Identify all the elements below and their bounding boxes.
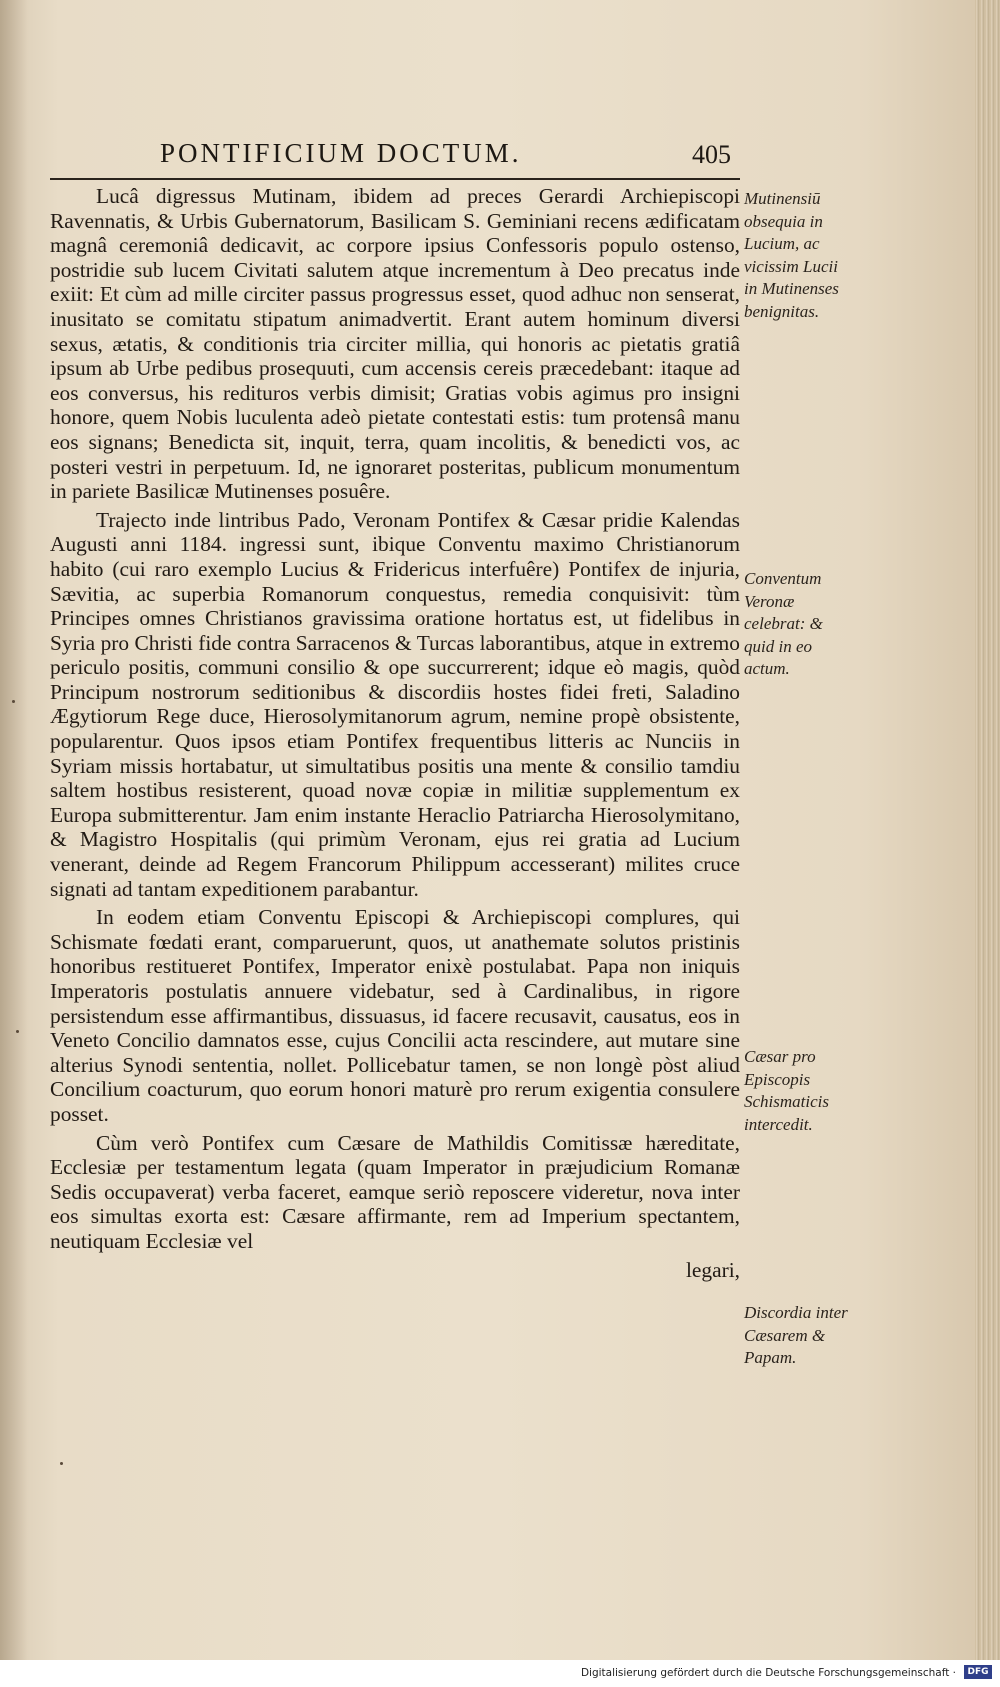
ink-speck bbox=[16, 1030, 19, 1033]
body-text bbox=[50, 184, 740, 1282]
page-edges bbox=[975, 0, 1000, 1660]
paragraph-3: In eodem etiam Conventu Episcopi & Archiepiscopi complures, qui Schismate fœdati erant, comparuerunt, quos, ut anathemate solutos pristinis honoribus restitueret Pontifex, Imperator enixè postulabat. Papa non iniquis Imperatoris postulatis annuere videbatur, sed à Cardinalibus, in rigore persistendum esse affirmantibus, dissuasus, id facere recusavit, causatus, eos in Veneto Concilio damnatos esse, cujus Concilii acta rescindere, aut mutare sine alterius Synodi sententia, nollet. Pollicebatur tamen, se non longè pòst aliud Concilium coacturum, quo eorum honori maturè pro rerum exigentia consulere posset. bbox=[50, 905, 740, 1126]
running-head-title: PONTIFICIUM DOCTUM. bbox=[160, 138, 522, 168]
catchword: legari, bbox=[685, 1257, 740, 1282]
gutter-shadow bbox=[0, 0, 28, 1660]
funding-credit: Digitalisierung gefördert durch die Deutsche Forschungsgemeinschaft · bbox=[580, 1667, 956, 1679]
paragraph-2: Trajecto inde lintribus Pado, Veronam Pontifex & Cæsar pridie Kalendas Augusti anni 1184. ingressi sunt, ibique Conventu maximo Christianorum habito (cui raro exemplo Lucius & Fridericus interfuêre) Pontifex de injuria, Sævitia, ac superbia Romanorum conquestus, remedia conquisivit: tùm Principes omnes Christianos gravissima oratione hortatus est, ut fidelibus in Syria pro Christi fide contra Sarracenos & Turcas laborantibus, atque in extremo periculo positis, communi consilio & ope succurrerent; idque eò magis, quòd Principum nostrorum seditionibus & discordiis hostes fidei freti, Saladino Ægytiorum Rege duce, Hierosolymitanorum agrum, nemine propè obsistente, popularentur. Quos ipsos etiam Pontifex frequentibus litteris ac Nunciis in Syriam missis hortabatur, ut simultatibus positis una mente & consilio tamdiu saltem hostibus resisterent, quoad novæ copiæ in militiæ supplementum ex Europa submitterentur. Jam enim instante Heraclio Patriarcha Hierosolymitano, & Magistro Hospitalis (qui primùm Veronam, ejus rei gratia ad Lucium venerant, deinde ad Regem Francorum Philippum accesserant) milites cruce signati ad tantam expeditionem parabantur. bbox=[50, 507, 740, 901]
ink-speck bbox=[60, 1462, 63, 1465]
paragraph-4: Cùm verò Pontifex cum Cæsare de Mathildis Comitissæ hæreditate, Ecclesiæ per testamentum legata (quam Imperator in præjudicium Romanæ Sedis occupaverat) verba faceret, eamque seriò reposcere videretur, nova inter eos simultas exorta est: Cæsare affirmante, rem ad Imperium spectantem, neutiquam Ecclesiæ vel bbox=[50, 1130, 740, 1253]
dfg-logo-icon: DFG bbox=[964, 1665, 992, 1679]
paragraph-1: Lucâ digressus Mutinam, ibidem ad preces Gerardi Archiepiscopi Ravennatis, & Urbis Gubernatorum, Basilicam S. Geminiani recens ædificatam magnâ ceremoniâ dedicavit, ac corpore ipsius Confessoris populo ostenso, postridie sub lucem Civitati salutem atque incrementum à Deo precatus inde exiit: Et cùm ad mille circiter passus progressus esset, quod adhuc non senserat, inusitato se comitatu stipatum animadvertit. Erant autem hominum diversi sexus, ætatis, & conditionis tria circiter millia, qui honoris ac pietatis gratiâ ipsum ab Urbe pedibus prosequuti, cum accensis cereis præcedebant: itaque ad eos conversus, his redituros verbis dimisit; Gratias vobis agimus pro insigni honore, quem Nobis luculenta adeò pietate contestati estis: tum protensâ manu eos signans; Benedicta sit, inquit, terra, quam incolitis, & benedicti vos, ac posteri vestri in perpetuum. Id, ne ignoraret posteritas, publicum monumentum in pariete Basilicæ Mutinenses posuêre. bbox=[50, 184, 740, 504]
marginal-note-2: Conventum Veronæ celebrat: & quid in eo actum. bbox=[744, 569, 823, 678]
marginal-note-1: Mutinensiū obsequia in Lucium, ac vicissim Lucii in Mutinenses benignitas. bbox=[744, 189, 839, 321]
ink-speck bbox=[12, 700, 15, 703]
marginal-note-4: Discordia inter Cæsarem & Papam. bbox=[744, 1303, 848, 1367]
footer-bar bbox=[0, 1660, 1000, 1687]
marginal-note-3: Cæsar pro Episcopis Schismaticis intercedit. bbox=[744, 1047, 829, 1134]
page-number: 405 bbox=[692, 140, 731, 169]
header-rule bbox=[50, 178, 740, 180]
